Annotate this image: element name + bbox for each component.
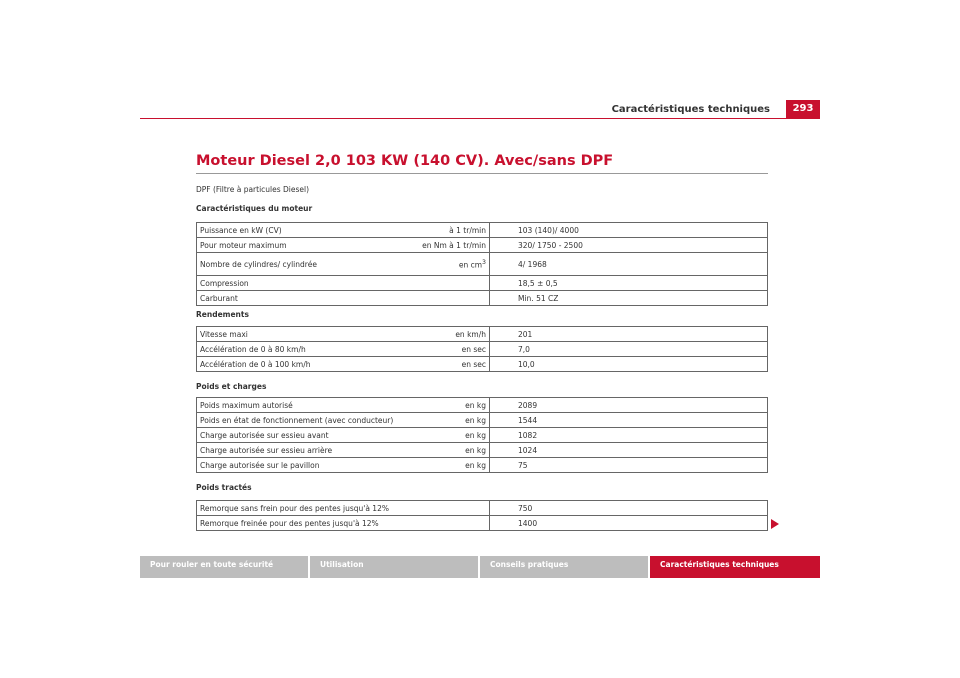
row-value: 75 (490, 458, 768, 473)
section-heading-poids: Poids et charges (196, 382, 267, 391)
row-label: Nombre de cylindres/ cylindrée (197, 253, 404, 276)
main-title: Moteur Diesel 2,0 103 KW (140 CV). Avec/sans DPF (196, 153, 614, 169)
table-row (197, 327, 768, 342)
table-poids (196, 397, 768, 473)
row-unit: en kg (403, 428, 490, 443)
page-header-title: Caractéristiques techniques (611, 104, 770, 115)
row-value: 4/ 1968 (490, 253, 768, 276)
row-unit: à 1 tr/min (403, 223, 490, 238)
row-value: 18,5 ± 0,5 (490, 276, 768, 291)
section-heading-moteur: Caractéristiques du moteur (196, 204, 313, 213)
row-unit: en kg (403, 398, 490, 413)
table-row (197, 276, 768, 291)
footer-tab-caracteristiques[interactable]: Caractéristiques techniques (650, 556, 820, 578)
row-unit (403, 291, 490, 306)
row-value: 10,0 (490, 357, 768, 372)
row-label: Accélération de 0 à 80 km/h (197, 342, 404, 357)
row-label: Poids maximum autorisé (197, 398, 404, 413)
row-label: Carburant (197, 291, 404, 306)
row-value: 1024 (490, 443, 768, 458)
row-unit: en kg (403, 458, 490, 473)
table-row (197, 342, 768, 357)
section-heading-tractes: Poids tractés (196, 483, 252, 492)
table-moteur (196, 222, 768, 306)
table-tractes (196, 500, 768, 531)
table-row (197, 238, 768, 253)
table-row (197, 516, 768, 531)
row-label: Remorque freinée pour des pentes jusqu'à 12% (197, 516, 404, 531)
table-row (197, 413, 768, 428)
row-label: Charge autorisée sur essieu arrière (197, 443, 404, 458)
row-value: 1544 (490, 413, 768, 428)
row-label: Remorque sans frein pour des pentes jusqu'à 12% (197, 501, 404, 516)
footer-tab-utilisation[interactable]: Utilisation (310, 556, 478, 578)
row-unit: en kg (403, 413, 490, 428)
row-unit (403, 501, 490, 516)
row-unit (403, 253, 490, 276)
intro-text: DPF (Filtre à particules Diesel) (196, 185, 310, 194)
row-unit: en sec (403, 357, 490, 372)
row-value: 103 (140)/ 4000 (490, 223, 768, 238)
row-unit (403, 276, 490, 291)
table-row (197, 501, 768, 516)
row-value: 2089 (490, 398, 768, 413)
row-value: 1400 (490, 516, 768, 531)
row-label: Compression (197, 276, 404, 291)
row-value: 320/ 1750 - 2500 (490, 238, 768, 253)
header-rule (140, 118, 820, 119)
page-number: 293 (786, 100, 820, 118)
title-rule (196, 173, 768, 174)
footer-tab-conseils[interactable]: Conseils pratiques (480, 556, 648, 578)
row-value: 7,0 (490, 342, 768, 357)
table-row (197, 458, 768, 473)
table-row (197, 398, 768, 413)
row-unit: en Nm à 1 tr/min (403, 238, 490, 253)
row-label: Accélération de 0 à 100 km/h (197, 357, 404, 372)
row-unit (403, 516, 490, 531)
table-row (197, 253, 768, 276)
row-unit: en sec (403, 342, 490, 357)
row-value: 201 (490, 327, 768, 342)
row-unit-superscript: 3 (482, 258, 486, 266)
table-row (197, 428, 768, 443)
table-row (197, 357, 768, 372)
row-label: Vitesse maxi (197, 327, 404, 342)
row-unit: en km/h (403, 327, 490, 342)
row-value: Min. 51 CZ (490, 291, 768, 306)
row-label: Poids en état de fonctionnement (avec conducteur) (197, 413, 404, 428)
row-value: 1082 (490, 428, 768, 443)
row-label: Pour moteur maximum (197, 238, 404, 253)
table-row (197, 223, 768, 238)
row-value: 750 (490, 501, 768, 516)
row-label: Puissance en kW (CV) (197, 223, 404, 238)
table-rendements (196, 326, 768, 372)
row-label: Charge autorisée sur le pavillon (197, 458, 404, 473)
next-page-arrow-icon[interactable] (771, 519, 779, 529)
table-row (197, 291, 768, 306)
footer-tab-securite[interactable]: Pour rouler en toute sécurité (140, 556, 308, 578)
row-label: Charge autorisée sur essieu avant (197, 428, 404, 443)
section-heading-rendements: Rendements (196, 310, 249, 319)
row-unit: en kg (403, 443, 490, 458)
row-unit-text: en cm (458, 260, 483, 270)
table-row (197, 443, 768, 458)
